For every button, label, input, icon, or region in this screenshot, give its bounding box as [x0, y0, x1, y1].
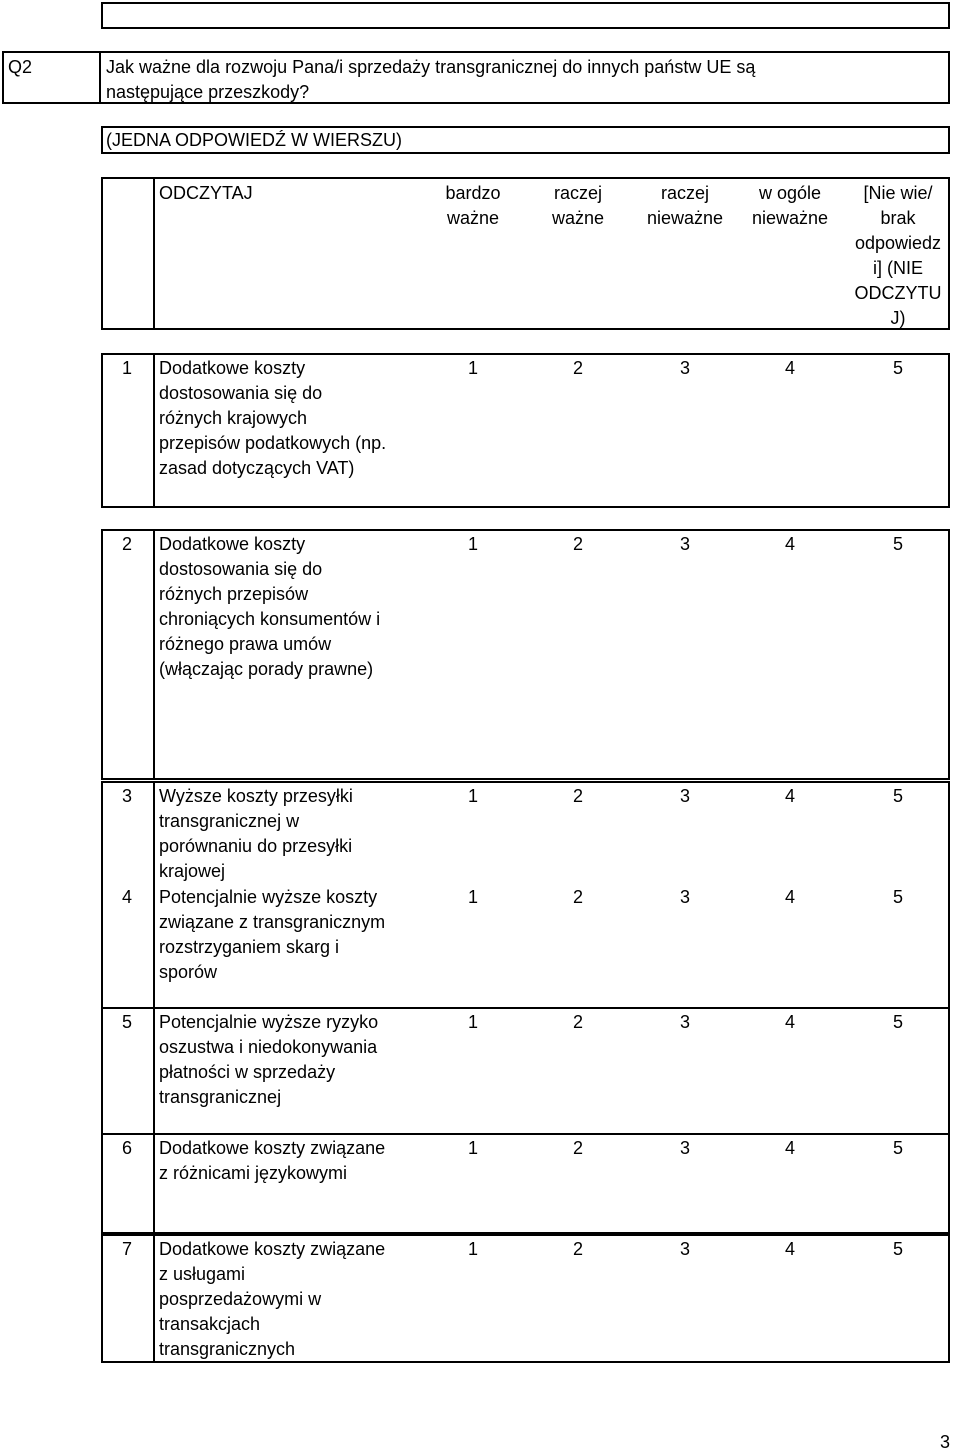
row-number: 6 [122, 1138, 133, 1158]
code-2: 2 [572, 1138, 583, 1158]
code-2: 2 [572, 887, 583, 907]
row-divider-1 [153, 353, 155, 508]
column-header-3: raczej nieważne [646, 183, 724, 228]
question-code: Q2 [8, 57, 33, 77]
row-text: Dodatkowe koszty związane z usługami posprzedażowymi w transakcjach transgranicznych [159, 1239, 386, 1359]
row-divider-3 [153, 781, 155, 1009]
code-5: 5 [892, 1012, 903, 1032]
row-text: Dodatkowe koszty dostosowania się do różnych krajowych przepisów podatkowych (np. zasad dotyczących VAT) [159, 358, 387, 478]
row-text: Wyższe koszty przesyłki transgranicznej w porównaniu do przesyłki krajowej [159, 786, 353, 881]
top-empty-box [101, 2, 950, 29]
code-4: 4 [784, 1239, 795, 1259]
code-2: 2 [572, 1239, 583, 1259]
read-label: ODCZYTAJ [159, 183, 253, 203]
row-divider-2 [153, 529, 155, 780]
code-2: 2 [572, 534, 583, 554]
code-5: 5 [892, 534, 903, 554]
row-number: 1 [122, 358, 133, 378]
row-number: 4 [122, 887, 133, 907]
question-text: Jak ważne dla rozwoju Pana/i sprzedaży transgranicznej do innych państw UE są następujące przeszkody? [106, 57, 756, 102]
code-1: 1 [467, 534, 478, 554]
code-4: 4 [784, 786, 795, 806]
code-5: 5 [892, 1138, 903, 1158]
code-4: 4 [784, 534, 795, 554]
column-header-4: w ogóle nieważne [751, 183, 829, 228]
code-1: 1 [467, 1012, 478, 1032]
code-3: 3 [679, 534, 690, 554]
code-2: 2 [572, 786, 583, 806]
code-5: 5 [892, 1239, 903, 1259]
code-1: 1 [467, 887, 478, 907]
row-divider-7 [153, 1234, 155, 1363]
code-3: 3 [679, 1012, 690, 1032]
code-4: 4 [784, 887, 795, 907]
code-2: 2 [572, 1012, 583, 1032]
row-number: 7 [122, 1239, 133, 1259]
row-number: 3 [122, 786, 133, 806]
column-header-5: [Nie wie/ brak odpowiedz i] (NIE ODCZYTU J) [854, 183, 942, 328]
code-1: 1 [467, 358, 478, 378]
code-1: 1 [467, 1138, 478, 1158]
code-4: 4 [784, 1012, 795, 1032]
row-text: Potencjalnie wyższe koszty związane z transgranicznym rozstrzyganiem skarg i sporów [159, 887, 386, 982]
row-divider-6 [153, 1133, 155, 1234]
column-header-2: raczej ważne [551, 183, 605, 228]
code-5: 5 [892, 358, 903, 378]
row-text: Dodatkowe koszty dostosowania się do różnych przepisów chroniących konsumentów i różnego prawa umów (włączając porady prawne) [159, 534, 381, 679]
page-number: 3 [940, 1432, 951, 1452]
code-1: 1 [467, 786, 478, 806]
instruction-text: (JEDNA ODPOWIEDŹ W WIERSZU) [106, 130, 402, 150]
code-3: 3 [679, 358, 690, 378]
row-text: Potencjalnie wyższe ryzyko oszustwa i niedokonywania płatności w sprzedaży transgranicznej [159, 1012, 379, 1107]
code-5: 5 [892, 887, 903, 907]
code-3: 3 [679, 786, 690, 806]
code-3: 3 [679, 1138, 690, 1158]
code-2: 2 [572, 358, 583, 378]
code-1: 1 [467, 1239, 478, 1259]
row-text: Dodatkowe koszty związane z różnicami językowymi [159, 1138, 386, 1183]
code-4: 4 [784, 358, 795, 378]
row-number: 2 [122, 534, 133, 554]
code-3: 3 [679, 887, 690, 907]
code-4: 4 [784, 1138, 795, 1158]
header-divider [153, 177, 155, 330]
row-divider-5 [153, 1007, 155, 1135]
column-header-1: bardzo ważne [445, 183, 501, 228]
code-3: 3 [679, 1239, 690, 1259]
row-number: 5 [122, 1012, 133, 1032]
question-divider [99, 51, 101, 104]
code-5: 5 [892, 786, 903, 806]
